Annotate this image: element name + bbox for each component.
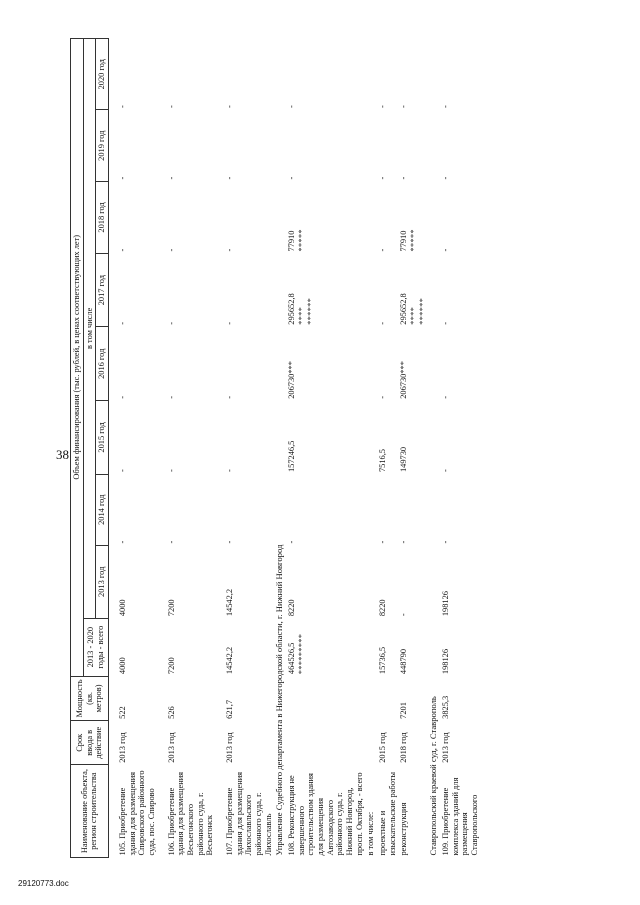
row-capacity: 621,7 [224,699,234,719]
cell-2019: - [224,176,234,180]
row-term: 2013 год [441,732,451,763]
row-name: проектные и изыскательские работы [377,771,397,856]
funding-table [70,38,481,858]
cell-2017 [398,254,428,327]
table-row [286,39,365,858]
cell-2015: 7516,5 [377,449,387,473]
cell-2018 [398,181,428,253]
cell-2020: - [166,105,176,108]
section-heading [428,39,440,858]
cell-2020: - [224,105,234,108]
cell-2014: - [287,540,297,544]
cell-2016: - [166,396,176,399]
header-year: 2019 год [96,110,109,181]
footnote-stars: ***** [408,229,418,252]
header-year: 2015 год [96,401,109,474]
cell-2015: - [117,469,127,473]
document-file-code: 29120773.doc [18,879,69,888]
row-total: 198126 [441,648,451,675]
header-year: 2016 год [96,327,109,401]
cell-2016: - [441,396,451,399]
value-2017: 295652,8 [287,293,297,325]
cell-2013: 8220 [377,599,387,617]
row-name: 107. Приобретение здания для размещения Лихославльского районного суда, г. Лихославль [224,771,273,856]
cell-2019: - [166,176,176,180]
cell-2013: 198126 [441,591,451,617]
cell-2020: - [399,105,409,108]
row-capacity: 7201 [399,702,409,719]
footnote-stars: ****** [305,297,315,325]
cell-2020: - [377,105,387,108]
row-total: 14542,2 [224,646,234,675]
row-name: 108. Реконструкция не завершенного строительством здания для размещения Автозаводского районного суда, г. Нижний Новгород, просп. Октября, - всего [287,772,364,856]
cell-2015: - [224,469,234,473]
section-title: Управление Судебного департамента в Нижегородской области, г. Нижний Новгород [274,544,285,856]
page-number: 38 [56,447,69,462]
cell-2013: 4000 [117,599,127,617]
value-2017: 295652,8 [399,293,409,325]
row-name: реконструкция [399,802,409,856]
cell-2014: - [117,540,127,544]
table-row [398,39,428,858]
header-total: 2013 - 2020 годы - всего [83,618,108,676]
cell-2017: - [441,321,451,325]
cell-2015: - [166,469,176,473]
row-capacity: 526 [166,706,176,719]
value-2018: 77910 [287,230,297,252]
row-name: 106. Приобретение здания для размещения Весьегонского районного суда, г. Весьегонск [166,771,215,856]
cell-2018: - [377,248,387,252]
cell-2013: 8220 [287,599,297,617]
row-total: 4000 [117,657,127,675]
cell-2019: - [399,176,409,180]
row-total [286,618,365,676]
cell-2019: - [441,176,451,180]
table-row [224,39,274,858]
table-row [365,39,377,858]
row-total: 15736,5 [377,646,387,675]
cell-2016: - [117,396,127,399]
header-year: 2018 год [96,181,109,253]
cell-2013: 14542,2 [224,588,234,617]
cell-2016: - [377,396,387,399]
row-term: 2013 год [224,732,234,763]
footnote-stars: **** [296,306,306,325]
cell-2014: - [441,540,451,544]
cell-2015: - [441,469,451,473]
row-including-label: в том числе: [366,811,376,856]
footnote-stars: ********* [296,633,306,675]
header-capacity: Мощность (кв. метров) [71,676,109,721]
section-title: Ставропольский краевой суд, г. Ставрополь [428,696,439,856]
cell-2018: - [117,248,127,252]
cell-2014: - [224,540,234,544]
row-term: 2015 год [377,732,387,763]
footnote-stars: **** [408,306,418,325]
cell-2019: - [377,176,387,180]
header-year: 2013 год [96,545,109,618]
header-funding: Объем финансирования (тыс. рублей, в ценах соответствующих лет) [71,39,84,677]
row-term: 2018 год [399,732,409,763]
table-row [166,39,216,858]
section-heading [274,39,286,858]
footnote-stars: ***** [296,229,306,252]
cell-2020: - [287,105,297,108]
cell-2016: 206730*** [287,361,297,399]
cell-2020: - [117,105,127,108]
rotated-table-page [70,38,600,858]
table-row [117,39,158,858]
cell-2016: 206730*** [399,361,409,399]
row-term: 2013 год [166,732,176,763]
cell-2018: - [441,248,451,252]
cell-2014: - [377,540,387,544]
header-including: в том числе [83,39,96,619]
row-total: 7200 [166,657,176,675]
cell-2014: - [399,540,409,544]
row-term: 2013 год [117,732,127,763]
cell-2015: 149730 [399,446,409,473]
cell-2017: - [166,321,176,325]
header-name: Наименование объекта, регион строительства [71,765,109,858]
header-year: 2014 год [96,474,109,545]
cell-2019: - [287,176,297,180]
row-name: 109. Приобретение комплекса зданий для размещения Ставропольского [441,777,480,856]
cell-2018: - [224,248,234,252]
cell-2016: - [224,396,234,399]
value-2018: 77910 [399,230,409,252]
table-row [377,39,398,858]
cell-2017: - [117,321,127,325]
cell-2017: - [377,321,387,325]
total-value: 464526,5 [287,642,297,675]
row-total: 448790 [399,648,409,675]
header-year: 2017 год [96,254,109,327]
cell-2018 [286,181,365,253]
cell-2020: - [441,105,451,108]
row-capacity: 522 [117,706,127,719]
header-year: 2020 год [96,39,109,111]
cell-2017: - [224,321,234,325]
cell-2017 [286,254,365,327]
row-capacity: 3825,3 [441,695,451,719]
table-row [440,39,481,858]
cell-2015: 157246,5 [287,440,297,473]
cell-2013: 7200 [166,599,176,617]
footnote-stars: ****** [418,297,428,325]
row-name: 105. Приобретение здания для размещения Спировского районного суда, пос. Спирово [117,770,156,856]
cell-2013: - [399,613,409,617]
header-term: Срок ввода в действие [71,721,109,765]
cell-2019: - [117,176,127,180]
cell-2018: - [166,248,176,252]
cell-2014: - [166,540,176,544]
